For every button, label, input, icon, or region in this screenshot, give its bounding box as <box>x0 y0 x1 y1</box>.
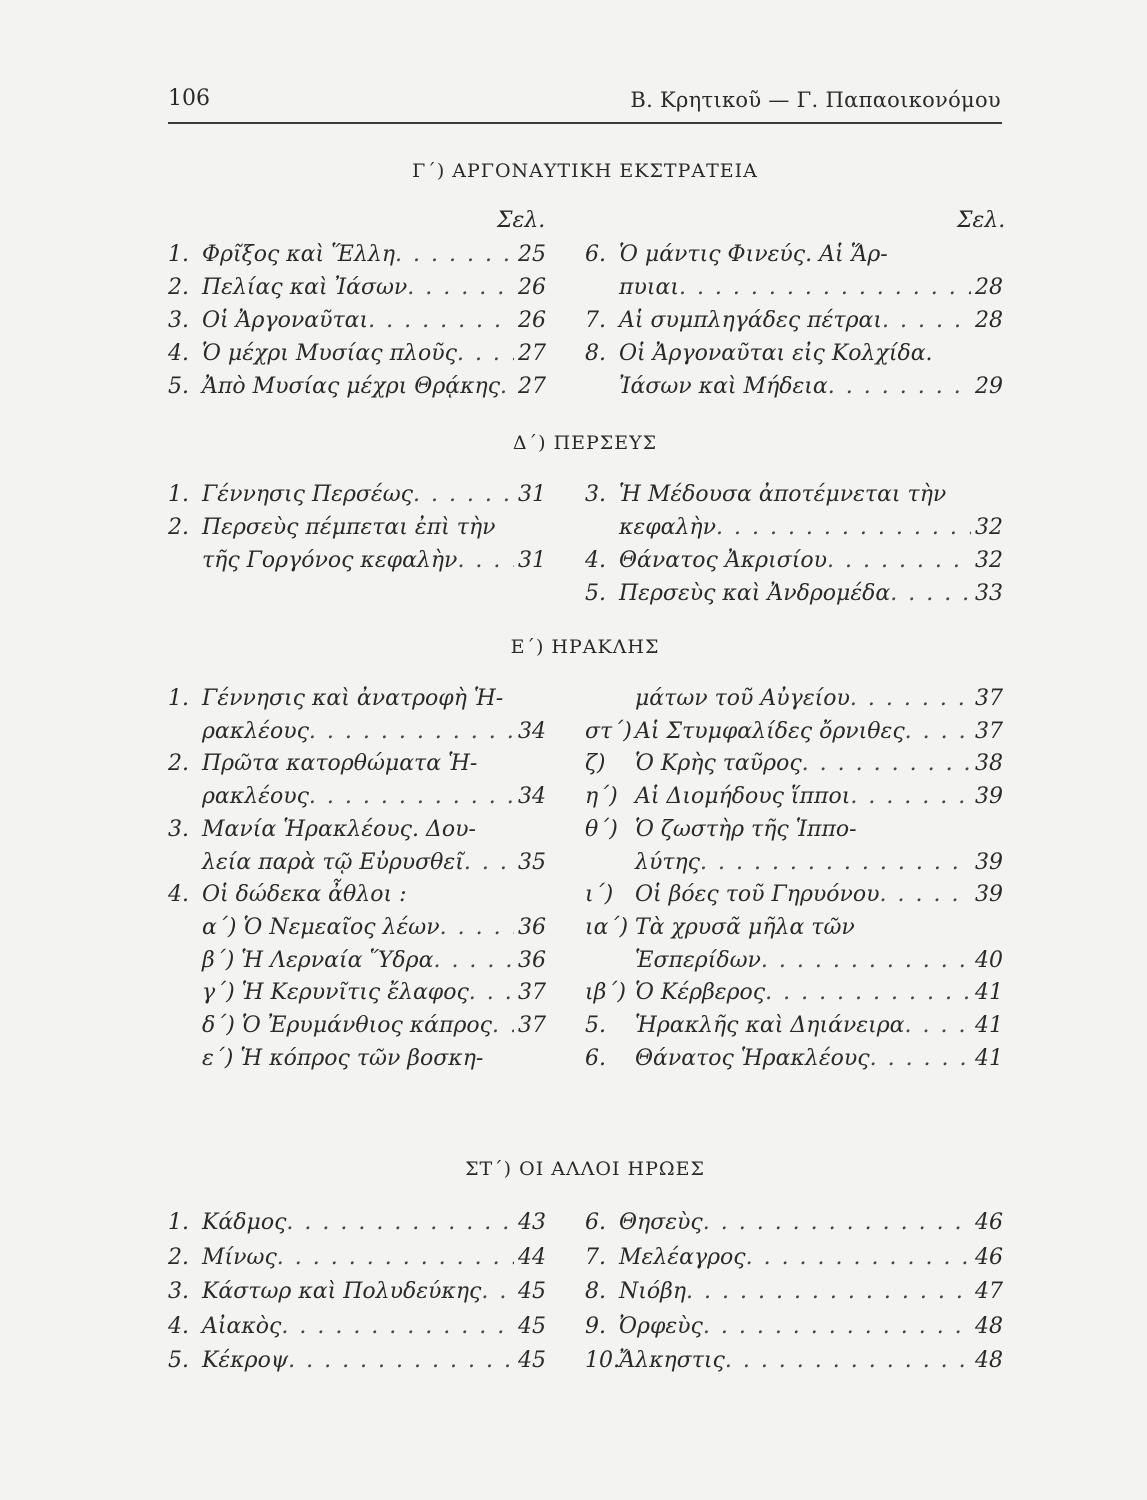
toc-entry-title: Οἱ Ἀργοναῦται εἰς Κολχίδα. <box>619 341 933 366</box>
toc-entry-number: 1. <box>168 482 189 507</box>
toc-entry-title: Ἄλκηστις <box>619 1348 725 1373</box>
toc-entry-title: Γέννησις Περσέως <box>202 482 413 507</box>
toc-entry <box>168 719 546 749</box>
toc-entry-page: 34 <box>518 718 546 744</box>
toc-leader-dots <box>802 751 971 776</box>
toc-leader-dots <box>882 308 971 333</box>
toc-leader-dots <box>288 1348 514 1373</box>
toc-entry-page: 41 <box>975 1013 1003 1038</box>
toc-entry <box>168 1314 546 1344</box>
toc-entry <box>585 817 1003 847</box>
toc-leader-dots <box>309 784 514 809</box>
toc-entry-title: Περσεὺς πέμπεται ἐπὶ τὴν <box>202 515 496 540</box>
toc-entry <box>585 275 1003 305</box>
toc-entry-title: Οἱ Ἀργοναῦται <box>202 308 369 333</box>
toc-entry-page: 28 <box>975 275 1003 300</box>
toc-entry-page: 38 <box>975 751 1003 777</box>
toc-entry-title: Κέκροψ <box>202 1348 289 1373</box>
toc-entry-page: 28 <box>975 308 1003 333</box>
toc-entry-title: Ἡρακλῆς καὶ Δηιάνειρα <box>635 1013 905 1038</box>
toc-entry-number: 3. <box>585 482 606 507</box>
toc-entry <box>585 948 1003 978</box>
toc-entry-number: 10. <box>585 1348 620 1373</box>
toc-leader-dots <box>870 1046 971 1071</box>
toc-entry <box>585 242 1003 272</box>
toc-leader-dots <box>281 1314 514 1339</box>
toc-entry <box>168 784 546 814</box>
toc-entry <box>168 548 546 578</box>
toc-entry <box>585 784 1003 814</box>
toc-entry-page: 45 <box>518 1313 546 1339</box>
toc-leader-dots <box>890 581 971 606</box>
toc-leader-dots <box>286 1210 514 1235</box>
toc-entry-page: 32 <box>975 515 1003 540</box>
toc-leader-dots <box>413 482 514 507</box>
toc-entry-title: γ΄) Ἡ Κερυνῖτις ἔλαφος <box>202 980 469 1006</box>
toc-leader-dots <box>725 1348 971 1373</box>
toc-entry <box>168 948 546 978</box>
toc-entry <box>168 686 546 716</box>
toc-entry-number: η΄) <box>585 784 618 810</box>
toc-entry-number: 3. <box>168 816 189 842</box>
toc-entry-page: 39 <box>975 849 1003 875</box>
toc-entry <box>585 581 1003 611</box>
toc-entry <box>168 1348 546 1378</box>
toc-entry-page: 26 <box>518 308 546 333</box>
toc-entry-page: 26 <box>518 275 546 300</box>
toc-entry <box>585 719 1003 749</box>
toc-leader-dots <box>765 980 971 1005</box>
toc-entry <box>168 1245 546 1275</box>
toc-entry-page: 29 <box>975 374 1003 399</box>
toc-entry-title: Αἰακὸς <box>202 1313 282 1339</box>
toc-leader-dots <box>828 374 971 399</box>
toc-leader-dots <box>905 1013 971 1038</box>
toc-entry-title: δ΄) Ὁ Ἐρυμάνθιος κάπρος <box>202 1013 492 1038</box>
toc-entry-page: 27 <box>518 341 546 366</box>
toc-entry-title: Θάνατος Ἡρακλέους <box>635 1045 870 1071</box>
toc-entry-page: 41 <box>975 980 1003 1006</box>
toc-entry-title: Κάστωρ καὶ Πολυδεύκης <box>202 1279 482 1304</box>
toc-entry <box>168 1279 546 1309</box>
toc-leader-dots <box>481 1279 514 1304</box>
toc-entry-number: 3. <box>168 1279 189 1304</box>
toc-leader-dots <box>716 515 971 540</box>
toc-leader-dots <box>850 686 971 711</box>
toc-entry-title: Πρῶτα κατορθώματα Ἡ- <box>202 751 478 777</box>
toc-entry-title: Οἱ δώδεκα ἆθλοι : <box>202 882 407 908</box>
toc-column-right <box>585 482 1003 612</box>
toc-entry-number: 5. <box>168 1348 189 1373</box>
toc-entry-number: 6. <box>585 242 606 267</box>
toc-entry-title: Ὁ Κέρβερος <box>635 980 766 1006</box>
toc-entry-page: 32 <box>975 548 1003 573</box>
toc-entry-page: 39 <box>975 882 1003 908</box>
toc-entry-page: 45 <box>518 1348 546 1373</box>
toc-entry-title: Αἱ Διομήδους ἵπποι <box>635 784 851 810</box>
toc-entry-number: 3. <box>168 308 189 333</box>
toc-entry <box>585 850 1003 880</box>
toc-entry <box>585 515 1003 545</box>
toc-leader-dots <box>703 1314 971 1339</box>
page-column-label-left: Σελ. <box>497 208 546 233</box>
toc-entry-number: ια΄) <box>585 914 629 940</box>
toc-entry <box>168 850 546 880</box>
toc-entry <box>585 686 1003 716</box>
toc-entry-number: 7. <box>585 308 606 333</box>
toc-entry-number: 6. <box>585 1210 606 1235</box>
toc-entry-page: 37 <box>975 718 1003 744</box>
toc-entry-title: λεία παρὰ τῷ Εὐρυσθεῖ <box>202 849 464 875</box>
toc-entry-number: 4. <box>168 1313 189 1339</box>
toc-entry-page: 33 <box>975 581 1003 606</box>
toc-entry-title: ε΄) Ἡ κόπρος τῶν βοσκη- <box>202 1045 484 1071</box>
toc-entry-title: Ὀρφεὺς <box>619 1313 703 1339</box>
toc-entry-title: Οἱ βόες τοῦ Γηρυόνου <box>635 882 880 908</box>
toc-entry-page: 39 <box>975 784 1003 810</box>
toc-entry-number: 5. <box>168 374 189 399</box>
toc-leader-dots <box>368 308 514 333</box>
toc-entry <box>585 1210 1003 1240</box>
section-title-other-heroes: ΣΤ΄) ΟΙ ΑΛΛΟΙ ΗΡΩΕΣ <box>465 1158 705 1180</box>
toc-entry-title: Θησεὺς <box>619 1210 703 1235</box>
toc-entry-page: 27 <box>518 374 546 399</box>
toc-entry <box>585 915 1003 945</box>
toc-entry-number: 2. <box>168 275 189 300</box>
toc-entry-title: κεφαλὴν <box>619 515 716 540</box>
toc-entry-number: 1. <box>168 242 189 267</box>
toc-entry-number: 8. <box>585 1279 606 1304</box>
page-column-label-right: Σελ. <box>957 208 1006 233</box>
page-number: 106 <box>168 86 210 111</box>
toc-entry-title: Μίνως <box>202 1244 277 1270</box>
toc-entry-title: Κάδμος <box>202 1210 287 1235</box>
toc-entry-number: ζ) <box>585 751 606 777</box>
toc-column-left <box>168 242 546 402</box>
toc-entry <box>168 341 546 371</box>
toc-entry-page: 31 <box>518 482 546 507</box>
toc-column-left <box>168 686 546 1086</box>
toc-entry-page: 40 <box>975 947 1003 973</box>
toc-column-right <box>585 1210 1003 1380</box>
toc-entry-title: μάτων τοῦ Αὐγείου <box>635 686 850 711</box>
toc-entry <box>168 882 546 912</box>
toc-entry-page: 36 <box>518 947 546 973</box>
toc-entry-number: 1. <box>168 686 189 711</box>
toc-entry-number: 2. <box>168 1244 189 1270</box>
section-title-herakles: Ε΄) ΗΡΑΚΛΗΣ <box>510 636 660 658</box>
toc-entry <box>585 980 1003 1010</box>
toc-entry-page: 36 <box>518 914 546 940</box>
toc-entry-title: Φρῖξος καὶ Ἕλλη <box>202 242 396 267</box>
toc-leader-dots <box>679 275 971 300</box>
toc-entry-page: 31 <box>518 548 546 573</box>
toc-entry <box>168 275 546 305</box>
toc-entry-title: Περσεὺς καὶ Ἀνδρομέδα <box>619 581 891 606</box>
toc-entry-title: ρακλέους <box>202 784 309 810</box>
toc-entry <box>168 751 546 781</box>
toc-entry-title: Ὁ μάντις Φινεύς. Αἱ Ἅρ- <box>619 242 888 267</box>
toc-entry-title: Μανία Ἡρακλέους. Δου- <box>202 816 476 842</box>
toc-entry <box>168 515 546 545</box>
toc-leader-dots <box>703 1210 971 1235</box>
toc-leader-dots <box>395 242 514 267</box>
toc-leader-dots <box>827 548 971 573</box>
toc-entry <box>168 817 546 847</box>
toc-entry-title: ρακλέους <box>202 718 309 744</box>
toc-entry-title: α΄) Ὁ Νεμεαῖος λέων <box>202 914 440 940</box>
toc-entry-number: 1. <box>168 1210 189 1235</box>
toc-entry-page: 37 <box>975 686 1003 711</box>
toc-entry-title: Πελίας καὶ Ἰάσων <box>202 275 408 300</box>
toc-entry-number: ιβ΄) <box>585 980 626 1006</box>
toc-entry-page: 37 <box>518 1013 546 1038</box>
toc-entry-page: 34 <box>518 784 546 810</box>
toc-leader-dots <box>457 341 514 366</box>
toc-entry-title: Ἑσπερίδων <box>635 947 761 973</box>
toc-entry-title: Ἀπὸ Μυσίας μέχρι Θρᾴκης <box>202 374 501 399</box>
toc-entry-title: Γέννησις καὶ ἀνατροφὴ Ἡ- <box>202 686 504 711</box>
toc-entry-title: β΄) Ἡ Λερναία Ὕδρα <box>202 947 434 973</box>
toc-leader-dots <box>880 882 971 907</box>
toc-leader-dots <box>464 850 514 875</box>
toc-leader-dots <box>277 1245 514 1270</box>
toc-entry <box>585 1279 1003 1309</box>
toc-leader-dots <box>700 850 971 875</box>
toc-entry <box>585 1245 1003 1275</box>
toc-entry-number: 6. <box>585 1045 606 1071</box>
toc-leader-dots <box>469 980 514 1005</box>
toc-entry <box>168 1013 546 1043</box>
toc-entry-title: τῆς Γοργόνος κεφαλὴν <box>202 548 458 573</box>
toc-entry <box>168 915 546 945</box>
toc-column-right <box>585 686 1003 1086</box>
toc-entry-number: 4. <box>168 882 189 908</box>
toc-column-left <box>168 1210 546 1380</box>
toc-entry-title: Τὰ χρυσᾶ μῆλα τῶν <box>635 914 855 940</box>
toc-entry-title: Ἰάσων καὶ Μήδεια <box>619 374 828 399</box>
toc-entry <box>168 980 546 1010</box>
section-title-perseus: Δ΄) ΠΕΡΣΕΥΣ <box>512 432 658 454</box>
toc-entry-number: 2. <box>168 515 189 540</box>
toc-entry-title: Αἱ Στυμφαλίδες ὄρνιθες <box>635 718 905 744</box>
toc-leader-dots <box>850 784 971 809</box>
toc-entry-page: 41 <box>975 1045 1003 1071</box>
toc-entry-number: στ΄) <box>585 718 632 744</box>
toc-leader-dots <box>457 548 514 573</box>
toc-entry <box>585 548 1003 578</box>
toc-leader-dots <box>433 948 514 973</box>
toc-entry-number: 8. <box>585 341 606 366</box>
toc-entry <box>168 1046 546 1076</box>
toc-entry-title: Μελέαγρος <box>619 1244 746 1270</box>
toc-entry <box>585 482 1003 512</box>
toc-leader-dots <box>905 719 971 744</box>
toc-entry-page: 48 <box>975 1348 1003 1373</box>
toc-entry-page: 37 <box>518 980 546 1006</box>
toc-leader-dots <box>440 915 514 940</box>
toc-entry <box>168 308 546 338</box>
toc-entry-page: 45 <box>518 1279 546 1304</box>
toc-entry-number: θ΄) <box>585 816 618 842</box>
toc-entry <box>168 242 546 272</box>
toc-entry-number: 2. <box>168 751 189 777</box>
toc-entry-title: Αἱ συμπληγάδες πέτραι <box>619 308 883 333</box>
toc-entry-page: 25 <box>518 242 546 267</box>
toc-entry-title: Ὁ μέχρι Μυσίας πλοῦς <box>202 341 457 366</box>
toc-entry-number: 4. <box>168 341 189 366</box>
toc-entry-page: 35 <box>518 849 546 875</box>
toc-entry <box>585 374 1003 404</box>
toc-entry-page: 43 <box>518 1210 546 1235</box>
toc-entry <box>585 751 1003 781</box>
toc-column-left <box>168 482 546 612</box>
toc-entry-title: Ὁ ζωστὴρ τῆς Ἱππο- <box>635 816 857 842</box>
toc-leader-dots <box>309 719 514 744</box>
toc-leader-dots <box>500 374 514 399</box>
toc-entry-number: 5. <box>585 1013 606 1038</box>
toc-entry <box>585 1046 1003 1076</box>
toc-leader-dots <box>686 1279 971 1304</box>
toc-entry-page: 47 <box>975 1279 1003 1304</box>
toc-entry <box>585 882 1003 912</box>
running-head-authors: Β. Κρητικοῦ — Γ. Παπαοικονόμου <box>630 88 1001 112</box>
header-rule <box>168 122 1002 124</box>
toc-entry-title: Ὁ Κρὴς ταῦρος <box>635 751 802 777</box>
toc-entry-page: 44 <box>518 1244 546 1270</box>
toc-leader-dots <box>407 275 514 300</box>
toc-entry-number: 5. <box>585 581 606 606</box>
toc-leader-dots <box>761 948 971 973</box>
toc-entry <box>585 341 1003 371</box>
toc-leader-dots <box>746 1245 971 1270</box>
toc-entry <box>168 374 546 404</box>
toc-entry-page: 46 <box>975 1210 1003 1235</box>
toc-entry-number: 7. <box>585 1244 606 1270</box>
section-title-argonauts: Γ΄) ΑΡΓΟΝΑΥΤΙΚΗ ΕΚΣΤΡΑΤΕΙΑ <box>412 160 758 182</box>
toc-entry-title: Θάνατος Ἀκρισίου <box>619 548 827 573</box>
toc-entry <box>585 1314 1003 1344</box>
toc-entry <box>168 1210 546 1240</box>
toc-entry-title: λύτης <box>635 849 700 875</box>
toc-entry <box>585 1013 1003 1043</box>
toc-entry-number: 9. <box>585 1313 606 1339</box>
toc-entry-number: 4. <box>585 548 606 573</box>
toc-entry-number: ι΄) <box>585 882 614 908</box>
toc-entry-page: 48 <box>975 1313 1003 1339</box>
toc-entry-title: πυιαι <box>619 275 679 300</box>
toc-entry <box>585 1348 1003 1378</box>
toc-column-right <box>585 242 1003 402</box>
toc-leader-dots <box>492 1013 514 1038</box>
toc-entry <box>585 308 1003 338</box>
toc-entry <box>168 482 546 512</box>
toc-entry-title: Ἡ Μέδουσα ἀποτέμνεται τὴν <box>619 482 947 507</box>
toc-entry-page: 46 <box>975 1244 1003 1270</box>
toc-entry-title: Νιόβη <box>619 1279 687 1304</box>
